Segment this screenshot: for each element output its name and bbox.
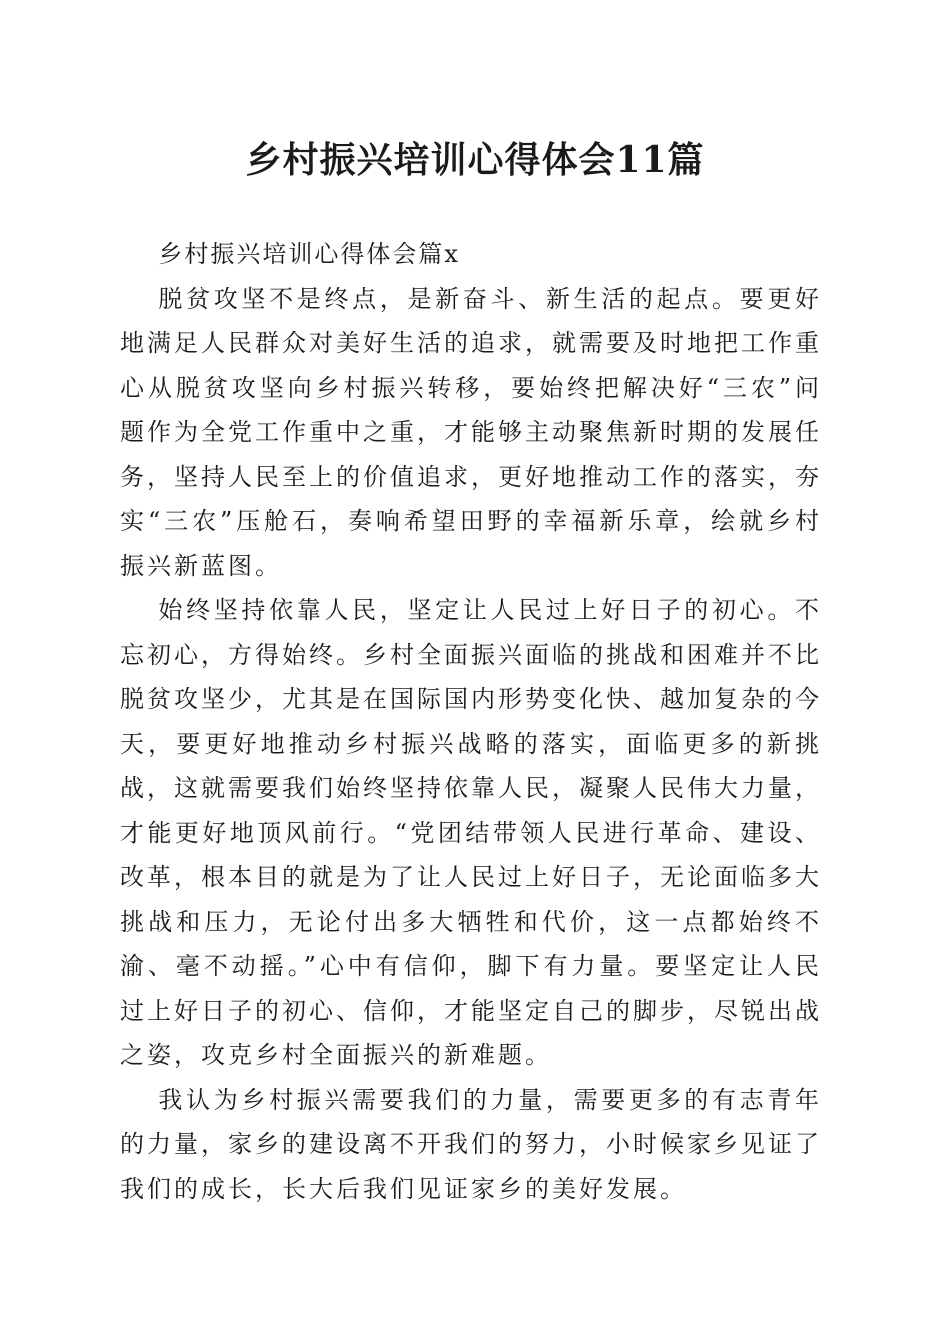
document-body bbox=[120, 232, 822, 1211]
paragraph-2: 始终坚持依靠人民，坚定让人民过上好日子的初心。不忘初心，方得始终。乡村全面振兴面临的挑战和困难并不比脱贫攻坚少，尤其是在国际国内形势变化快、越加复杂的今天，要更好地推动乡村振兴战略的落实，面临更多的新挑战，这就需要我们始终坚持依靠人民，凝聚人民伟大力量，才能更好地顶风前行。“党团结带领人民进行革命、建设、改革，根本目的就是为了让人民过上好日子，无论面临多大挑战和压力，无论付出多大牺牲和代价，这一点都始终不渝、毫不动摇。”心中有信仰，脚下有力量。要坚定让人民过上好日子的初心、信仰，才能坚定自己的脚步，尽锐出战之姿，攻克乡村全面振兴的新难题。 bbox=[120, 596, 822, 1069]
paragraph-3: 我认为乡村振兴需要我们的力量，需要更多的有志青年的力量，家乡的建设离不开我们的努力，小时候家乡见证了我们的成长，长大后我们见证家乡的美好发展。 bbox=[120, 1085, 822, 1203]
section-heading: 乡村振兴培训心得体会篇x bbox=[158, 240, 460, 268]
document-title: 乡村振兴培训心得体会11篇 bbox=[245, 139, 705, 181]
paragraph-1: 脱贫攻坚不是终点，是新奋斗、新生活的起点。要更好地满足人民群众对美好生活的追求，就需要及时地把工作重心从脱贫攻坚向乡村振兴转移，要始终把解决好“三农”问题作为全党工作重中之重，才能够主动聚焦新时期的发展任务，坚持人民至上的价值追求，更好地推动工作的落实，夯实“三农”压舱石，奏响希望田野的幸福新乐章，绘就乡村振兴新蓝图。 bbox=[120, 284, 822, 580]
